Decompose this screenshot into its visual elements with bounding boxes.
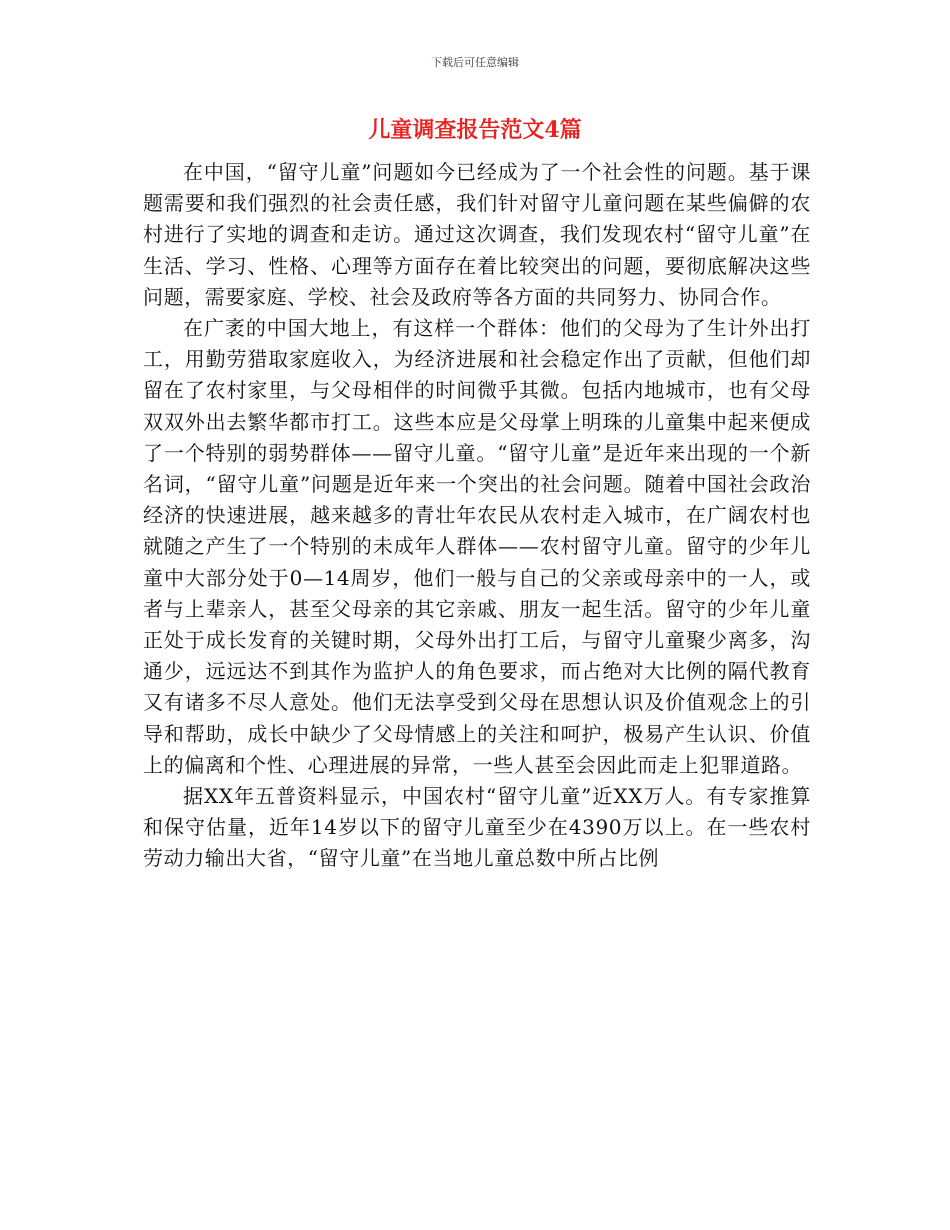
- header-note: 下载后可任意编辑: [431, 56, 519, 69]
- paragraph-3: 据XX年五普资料显示，中国农村“留守儿童”近XX万人。有专家推算和保守估量，近年14岁以下的留守儿童至少在4390万以上。在一些农村劳动力输出大省，“留守儿童”在当地儿童总数中所占比例: [143, 784, 811, 871]
- document-body: [143, 157, 811, 875]
- paragraph-1: 在中国，“留守儿童”问题如今已经成为了一个社会性的问题。基于课题需要和我们强烈的社会责任感，我们针对留守儿童问题在某些偏僻的农村进行了实地的调查和走访。通过这次调查，我们发现农村“留守儿童”在生活、学习、性格、心理等方面存在着比较突出的问题，要彻底解决这些问题，需要家庭、学校、社会及政府等各方面的共同努力、协同合作。: [143, 160, 811, 309]
- paragraph-2: 在广袤的中国大地上，有这样一个群体：他们的父母为了生计外出打工，用勤劳猎取家庭收入，为经济进展和社会稳定作出了贡献，但他们却留在了农村家里，与父母相伴的时间微乎其微。包括内地城市，也有父母双双外出去繁华都市打工。这些本应是父母掌上明珠的儿童集中起来便成了一个特别的弱势群体——留守儿童。“留守儿童”是近年来出现的一个新名词，“留守儿童”问题是近年来一个突出的社会问题。随着中国社会政治经济的快速进展，越来越多的青壮年农民从农村走入城市，在广阔农村也就随之产生了一个特别的未成年人群体——农村留守儿童。留守的少年儿童中大部分处于0—14周岁，他们一般与自己的父亲或母亲中的一人，或者与上辈亲人，甚至父母亲的其它亲戚、朋友一起生活。留守的少年儿童正处于成长发育的关键时期，父母外出打工后，与留守儿童聚少离多，沟通少，远远达不到其作为监护人的角色要求，而占绝对大比例的隔代教育又有诸多不尽人意处。他们无法享受到父母在思想认识及价值观念上的引导和帮助，成长中缺少了父母情感上的关注和呵护，极易产生认识、价值上的偏离和个性、心理进展的异常，一些人甚至会因此而走上犯罪道路。: [143, 316, 811, 777]
- document-title: 儿童调查报告范文4篇: [368, 117, 582, 143]
